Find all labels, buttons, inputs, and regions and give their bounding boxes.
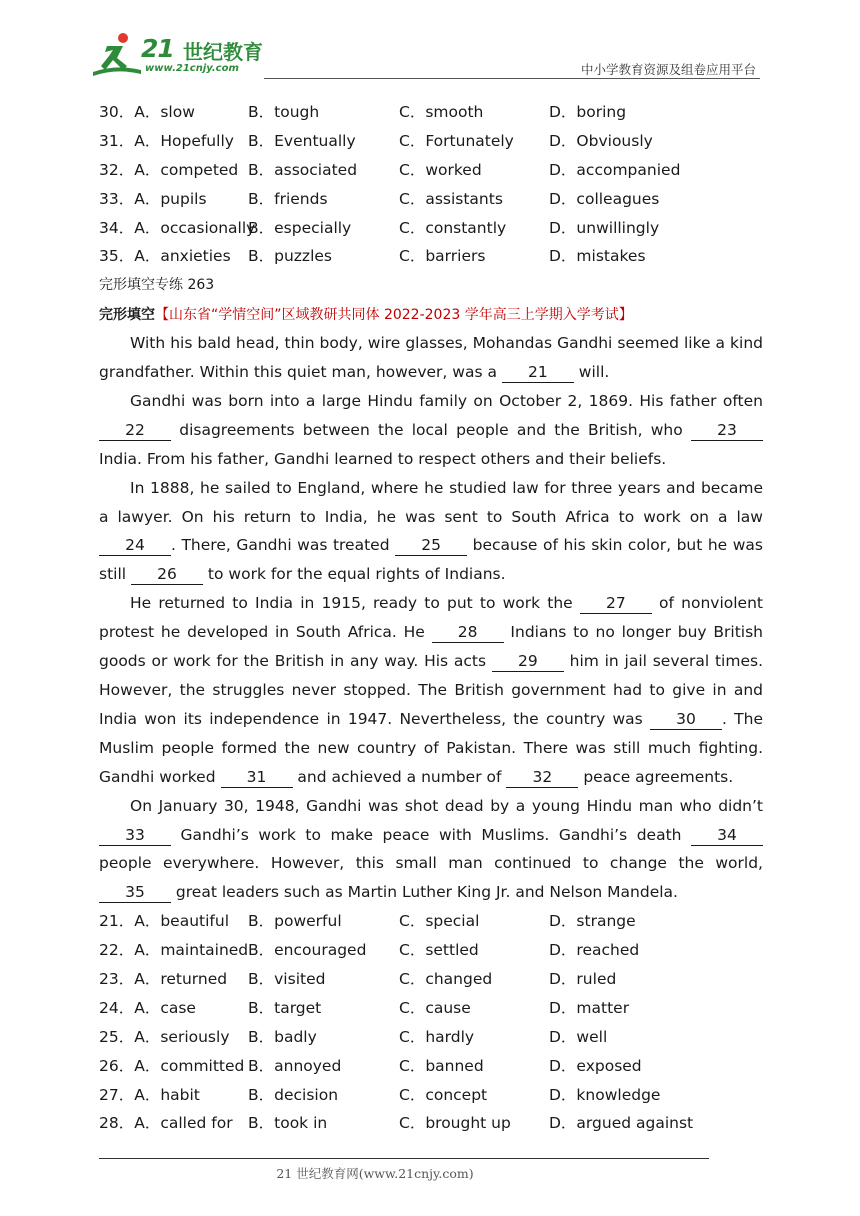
- blank-27: 27: [580, 593, 652, 614]
- site-tagline: 中小学教育资源及组卷应用平台: [580, 62, 756, 77]
- option-a: A．beautiful: [134, 912, 230, 931]
- page-footer: 21 世纪教育网(www.21cnjy.com): [276, 1166, 474, 1181]
- option-c: C．special: [399, 912, 480, 931]
- option-d: D．boring: [549, 103, 627, 121]
- question-number: 32．: [99, 160, 135, 179]
- option-c: C．settled: [399, 941, 479, 960]
- option-b: B．tough: [248, 103, 320, 121]
- question-number: 28．: [99, 1114, 135, 1133]
- option-a: A．slow: [134, 103, 195, 121]
- blank-21: 21: [502, 362, 574, 383]
- option-b: B．friends: [248, 189, 328, 208]
- blank-32: 32: [506, 767, 578, 788]
- option-a: A．returned: [134, 970, 228, 989]
- option-a: A．anxieties: [134, 247, 231, 266]
- option-d: D．knowledge: [549, 1085, 661, 1104]
- option-b: B．decision: [248, 1085, 339, 1104]
- logo-number: 21: [141, 34, 174, 63]
- passage-paragraph-2: Gandhi was born into a large Hindu family on October 2, 1869. His father often 22 disagreements between the local people and the British, who 23 India. From his father, Gandhi learned to respect others and their beliefs.: [99, 391, 763, 468]
- header-divider: [264, 78, 760, 79]
- blank-30: 30: [650, 709, 722, 730]
- blank-35: 35: [99, 882, 171, 903]
- option-c: C．constantly: [399, 218, 507, 237]
- question-row: [99, 242, 763, 271]
- question-number: 22．: [99, 941, 135, 960]
- question-number: 27．: [99, 1085, 135, 1104]
- question-row: [99, 1109, 763, 1138]
- question-row: [99, 214, 763, 243]
- option-c: C．barriers: [399, 247, 486, 266]
- option-a: A．competed: [134, 160, 239, 179]
- question-row: [99, 1023, 763, 1052]
- option-c: C．banned: [399, 1056, 484, 1075]
- blank-33: 33: [99, 825, 171, 846]
- option-c: C．assistants: [399, 189, 503, 208]
- question-number: 24．: [99, 998, 135, 1017]
- question-row: [99, 98, 763, 127]
- option-b: B．encouraged: [248, 941, 367, 960]
- blank-28: 28: [432, 622, 504, 643]
- question-number: 30．: [99, 103, 135, 121]
- question-row: [99, 907, 763, 936]
- option-b: B．Eventually: [248, 131, 356, 150]
- blank-26: 26: [131, 564, 203, 585]
- option-c: C．Fortunately: [399, 131, 514, 150]
- question-row: [99, 156, 763, 185]
- section-source: 【山东省“学情空间”区域教研共同体 2022-2023 学年高三上学期入学考试】: [155, 307, 633, 324]
- question-number: 31．: [99, 131, 135, 150]
- blank-22: 22: [99, 420, 171, 441]
- option-b: B．visited: [248, 970, 326, 989]
- option-a: A．Hopefully: [134, 131, 234, 150]
- option-c: C．smooth: [399, 103, 484, 121]
- option-b: B．took in: [248, 1114, 328, 1133]
- option-b: B．especially: [248, 218, 352, 237]
- option-d: D．argued against: [549, 1114, 694, 1133]
- blank-25: 25: [395, 535, 467, 556]
- option-d: D．unwillingly: [549, 218, 660, 237]
- question-row: [99, 994, 763, 1023]
- blank-24: 24: [99, 535, 171, 556]
- blank-23: 23: [691, 420, 763, 441]
- question-row: [99, 127, 763, 156]
- blank-29: 29: [492, 651, 564, 672]
- option-a: A．called for: [134, 1114, 233, 1133]
- question-row: [99, 936, 763, 965]
- option-b: B．powerful: [248, 912, 342, 931]
- option-b: B．associated: [248, 160, 358, 179]
- option-b: B．puzzles: [248, 247, 332, 266]
- passage-paragraph-1: With his bald head, thin body, wire glasses, Mohandas Gandhi seemed like a kind grandfather. Within this quiet man, however, was a 21 will.: [99, 334, 763, 382]
- option-b: B．target: [248, 998, 322, 1017]
- option-d: D．accompanied: [549, 160, 681, 179]
- logo-name: 世纪教育: [183, 40, 263, 64]
- option-d: D．strange: [549, 912, 636, 931]
- top-question-list: [99, 98, 763, 271]
- logo-url: www.21cnjy.com: [145, 63, 239, 74]
- question-number: 33．: [99, 189, 135, 208]
- option-d: D．reached: [549, 941, 640, 960]
- option-a: A．seriously: [134, 1027, 230, 1046]
- option-c: C．brought up: [399, 1114, 511, 1133]
- option-d: D．matter: [549, 998, 630, 1017]
- option-d: D．exposed: [549, 1056, 642, 1075]
- question-number: 26．: [99, 1056, 135, 1075]
- option-d: D．colleagues: [549, 189, 660, 208]
- option-a: A．habit: [134, 1085, 200, 1104]
- option-d: D．ruled: [549, 970, 617, 989]
- question-row: [99, 185, 763, 214]
- option-c: C．changed: [399, 970, 493, 989]
- document-body: [99, 98, 763, 1138]
- option-d: D．Obviously: [549, 131, 653, 150]
- passage-paragraph-4: He returned to India in 1915, ready to put to work the 27 of nonviolent protest he developed in South Africa. He 28 Indians to no longer buy British goods or work for the British in any way. His acts 29 him in jail several times. However, the struggles never stopped. The British government had to give in and India won its independence in 1947. Nevertheless, the country was 30 . The Muslim people formed the new country of Pakistan. There was still much fighting. Gandhi worked 31 and achieved a number of 32 peace agreements.: [99, 594, 764, 786]
- option-a: A．committed: [134, 1056, 245, 1075]
- question-number: 23．: [99, 970, 135, 989]
- blank-34: 34: [691, 825, 763, 846]
- option-a: A．pupils: [134, 189, 207, 208]
- page-header: [0, 0, 860, 82]
- option-a: A．case: [134, 998, 196, 1017]
- question-number: 25．: [99, 1027, 135, 1046]
- footer-divider: [99, 1158, 709, 1159]
- site-logo[interactable]: [93, 30, 263, 78]
- option-d: D．well: [549, 1027, 608, 1046]
- question-number: 21．: [99, 912, 135, 931]
- question-number: 34．: [99, 218, 135, 237]
- section-label: 完形填空: [99, 307, 155, 324]
- section-heading: [99, 300, 763, 329]
- option-c: C．concept: [399, 1085, 488, 1104]
- option-a: A．occasionally: [134, 218, 256, 237]
- option-b: B．badly: [248, 1027, 317, 1046]
- option-d: D．mistakes: [549, 247, 646, 266]
- question-number: 35．: [99, 247, 135, 266]
- passage-paragraph-3: In 1888, he sailed to England, where he studied law for three years and became a lawyer. On his return to India, he was sent to South Africa to work on a law 24 . There, Gandhi was treated 25 because of his skin color, but he was still 26 to work for the equal rights of Indians.: [99, 478, 763, 584]
- option-c: C．worked: [399, 160, 482, 179]
- question-row: [99, 1052, 763, 1081]
- blank-31: 31: [221, 767, 293, 788]
- option-a: A．maintained: [134, 941, 249, 960]
- option-b: B．annoyed: [248, 1056, 342, 1075]
- bottom-question-list: [99, 907, 763, 1138]
- passage-paragraph-5: On January 30, 1948, Gandhi was shot dead by a young Hindu man who didn’t 33 Gandhi’s work to make peace with Muslims. Gandhi’s death 34 people everywhere. However, this small man continued to change the world, 35 great leaders such as Martin Luther King Jr. and Nelson Mandela.: [99, 796, 763, 902]
- runner-logo-icon: [93, 30, 141, 76]
- option-c: C．hardly: [399, 1027, 475, 1046]
- option-c: C．cause: [399, 998, 471, 1017]
- question-row: [99, 1081, 763, 1110]
- practice-title: 完形填空专练 263: [99, 277, 215, 294]
- question-row: [99, 965, 763, 994]
